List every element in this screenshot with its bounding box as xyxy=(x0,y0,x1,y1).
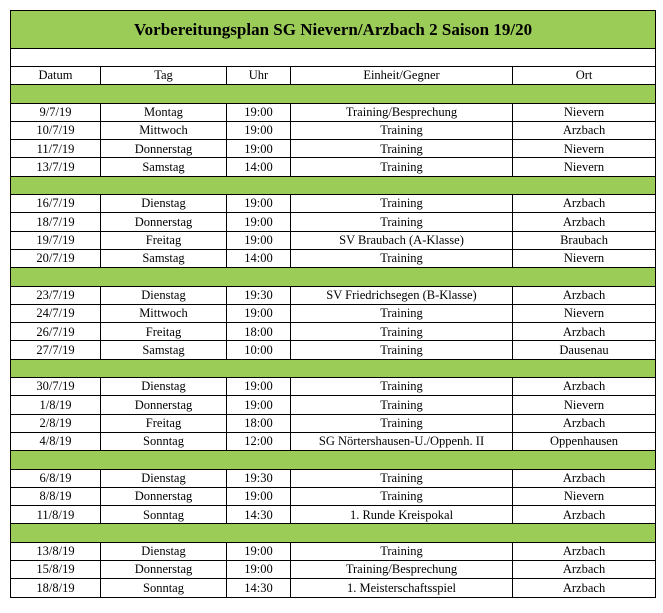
cell-unit: Training xyxy=(291,396,513,414)
cell-time: 14:00 xyxy=(227,249,291,267)
table-row xyxy=(11,231,656,249)
schedule-body xyxy=(11,11,656,598)
title-row xyxy=(11,11,656,49)
cell-place: Nievern xyxy=(513,158,656,176)
cell-time: 19:00 xyxy=(227,231,291,249)
cell-time: 14:00 xyxy=(227,158,291,176)
cell-place: Arzbach xyxy=(513,469,656,487)
cell-unit: Training xyxy=(291,469,513,487)
cell-unit: Training/Besprechung xyxy=(291,561,513,579)
cell-time: 19:00 xyxy=(227,542,291,560)
cell-place: Arzbach xyxy=(513,195,656,213)
column-header-row xyxy=(11,67,656,85)
cell-day: Sonntag xyxy=(101,506,227,524)
cell-place: Arzbach xyxy=(513,579,656,597)
cell-place: Nievern xyxy=(513,304,656,322)
column-header-tag: Tag xyxy=(101,67,227,85)
cell-date: 18/8/19 xyxy=(11,579,101,597)
schedule-table xyxy=(10,10,656,598)
cell-date: 1/8/19 xyxy=(11,396,101,414)
cell-day: Donnerstag xyxy=(101,140,227,158)
page-title: Vorbereitungsplan SG Nievern/Arzbach 2 Saison 19/20 xyxy=(11,11,656,49)
cell-day: Sonntag xyxy=(101,432,227,450)
cell-date: 11/7/19 xyxy=(11,140,101,158)
cell-day: Donnerstag xyxy=(101,213,227,231)
cell-day: Montag xyxy=(101,103,227,121)
cell-day: Mittwoch xyxy=(101,121,227,139)
cell-day: Donnerstag xyxy=(101,561,227,579)
cell-day: Dienstag xyxy=(101,469,227,487)
cell-date: 24/7/19 xyxy=(11,304,101,322)
cell-day: Samstag xyxy=(101,249,227,267)
cell-date: 27/7/19 xyxy=(11,341,101,359)
cell-place: Arzbach xyxy=(513,561,656,579)
table-row xyxy=(11,469,656,487)
cell-date: 16/7/19 xyxy=(11,195,101,213)
column-header-einheit: Einheit/Gegner xyxy=(291,67,513,85)
table-row xyxy=(11,195,656,213)
week-separator xyxy=(11,451,656,469)
table-row xyxy=(11,103,656,121)
cell-place: Nievern xyxy=(513,396,656,414)
cell-date: 26/7/19 xyxy=(11,323,101,341)
cell-place: Arzbach xyxy=(513,286,656,304)
cell-date: 13/8/19 xyxy=(11,542,101,560)
cell-place: Nievern xyxy=(513,487,656,505)
cell-time: 19:30 xyxy=(227,469,291,487)
week-separator xyxy=(11,359,656,377)
table-row xyxy=(11,396,656,414)
cell-place: Arzbach xyxy=(513,506,656,524)
blank-row xyxy=(11,49,656,67)
cell-time: 19:00 xyxy=(227,121,291,139)
cell-time: 10:00 xyxy=(227,341,291,359)
cell-date: 6/8/19 xyxy=(11,469,101,487)
cell-unit: 1. Meisterschaftsspiel xyxy=(291,579,513,597)
cell-unit: Training xyxy=(291,304,513,322)
table-row xyxy=(11,341,656,359)
cell-place: Nievern xyxy=(513,103,656,121)
column-header-uhr: Uhr xyxy=(227,67,291,85)
table-row xyxy=(11,140,656,158)
cell-day: Samstag xyxy=(101,158,227,176)
cell-unit: Training xyxy=(291,158,513,176)
cell-time: 19:00 xyxy=(227,304,291,322)
cell-time: 14:30 xyxy=(227,506,291,524)
cell-unit: 1. Runde Kreispokal xyxy=(291,506,513,524)
column-header-ort: Ort xyxy=(513,67,656,85)
cell-time: 19:00 xyxy=(227,195,291,213)
cell-day: Donnerstag xyxy=(101,487,227,505)
cell-unit: Training xyxy=(291,378,513,396)
week-separator xyxy=(11,85,656,103)
cell-place: Arzbach xyxy=(513,378,656,396)
cell-date: 9/7/19 xyxy=(11,103,101,121)
table-row xyxy=(11,121,656,139)
week-separator-cell xyxy=(11,85,656,103)
table-row xyxy=(11,304,656,322)
cell-unit: Training xyxy=(291,213,513,231)
cell-unit: SG Nörtershausen-U./Oppenh. II xyxy=(291,432,513,450)
cell-day: Sonntag xyxy=(101,579,227,597)
week-separator xyxy=(11,524,656,542)
cell-place: Arzbach xyxy=(513,213,656,231)
cell-unit: Training xyxy=(291,249,513,267)
cell-place: Nievern xyxy=(513,249,656,267)
cell-date: 20/7/19 xyxy=(11,249,101,267)
table-row xyxy=(11,487,656,505)
cell-time: 18:00 xyxy=(227,414,291,432)
cell-time: 19:00 xyxy=(227,213,291,231)
cell-time: 19:00 xyxy=(227,561,291,579)
week-separator-cell xyxy=(11,176,656,194)
cell-unit: Training xyxy=(291,542,513,560)
cell-time: 19:00 xyxy=(227,140,291,158)
cell-time: 12:00 xyxy=(227,432,291,450)
week-separator xyxy=(11,268,656,286)
table-row xyxy=(11,213,656,231)
cell-unit: Training xyxy=(291,414,513,432)
table-row xyxy=(11,561,656,579)
cell-place: Oppenhausen xyxy=(513,432,656,450)
table-row xyxy=(11,506,656,524)
cell-place: Arzbach xyxy=(513,414,656,432)
table-row xyxy=(11,286,656,304)
week-separator-cell xyxy=(11,524,656,542)
cell-date: 11/8/19 xyxy=(11,506,101,524)
cell-time: 19:00 xyxy=(227,396,291,414)
cell-time: 19:30 xyxy=(227,286,291,304)
cell-place: Braubach xyxy=(513,231,656,249)
cell-place: Dausenau xyxy=(513,341,656,359)
table-row xyxy=(11,158,656,176)
cell-unit: Training xyxy=(291,341,513,359)
cell-day: Dienstag xyxy=(101,542,227,560)
cell-day: Dienstag xyxy=(101,195,227,213)
cell-date: 19/7/19 xyxy=(11,231,101,249)
cell-day: Mittwoch xyxy=(101,304,227,322)
cell-date: 8/8/19 xyxy=(11,487,101,505)
cell-date: 15/8/19 xyxy=(11,561,101,579)
cell-date: 10/7/19 xyxy=(11,121,101,139)
cell-unit: Training xyxy=(291,140,513,158)
week-separator-cell xyxy=(11,451,656,469)
cell-unit: Training/Besprechung xyxy=(291,103,513,121)
table-row xyxy=(11,432,656,450)
cell-time: 18:00 xyxy=(227,323,291,341)
cell-unit: Training xyxy=(291,323,513,341)
cell-time: 14:30 xyxy=(227,579,291,597)
cell-unit: Training xyxy=(291,121,513,139)
cell-date: 23/7/19 xyxy=(11,286,101,304)
column-header-datum: Datum xyxy=(11,67,101,85)
cell-day: Freitag xyxy=(101,323,227,341)
cell-date: 13/7/19 xyxy=(11,158,101,176)
cell-unit: Training xyxy=(291,195,513,213)
table-row xyxy=(11,542,656,560)
cell-day: Freitag xyxy=(101,414,227,432)
cell-time: 19:00 xyxy=(227,378,291,396)
cell-place: Nievern xyxy=(513,140,656,158)
cell-unit: SV Braubach (A-Klasse) xyxy=(291,231,513,249)
week-separator xyxy=(11,176,656,194)
cell-time: 19:00 xyxy=(227,487,291,505)
cell-day: Samstag xyxy=(101,341,227,359)
cell-time: 19:00 xyxy=(227,103,291,121)
cell-unit: Training xyxy=(291,487,513,505)
cell-day: Dienstag xyxy=(101,378,227,396)
cell-date: 2/8/19 xyxy=(11,414,101,432)
cell-place: Arzbach xyxy=(513,121,656,139)
table-row xyxy=(11,378,656,396)
cell-unit: SV Friedrichsegen (B-Klasse) xyxy=(291,286,513,304)
table-row xyxy=(11,249,656,267)
cell-day: Donnerstag xyxy=(101,396,227,414)
week-separator-cell xyxy=(11,359,656,377)
week-separator-cell xyxy=(11,268,656,286)
cell-date: 18/7/19 xyxy=(11,213,101,231)
cell-day: Freitag xyxy=(101,231,227,249)
cell-day: Dienstag xyxy=(101,286,227,304)
blank-cell xyxy=(11,49,656,67)
table-row xyxy=(11,579,656,597)
cell-date: 4/8/19 xyxy=(11,432,101,450)
table-row xyxy=(11,323,656,341)
cell-place: Arzbach xyxy=(513,323,656,341)
cell-place: Arzbach xyxy=(513,542,656,560)
cell-date: 30/7/19 xyxy=(11,378,101,396)
table-row xyxy=(11,414,656,432)
